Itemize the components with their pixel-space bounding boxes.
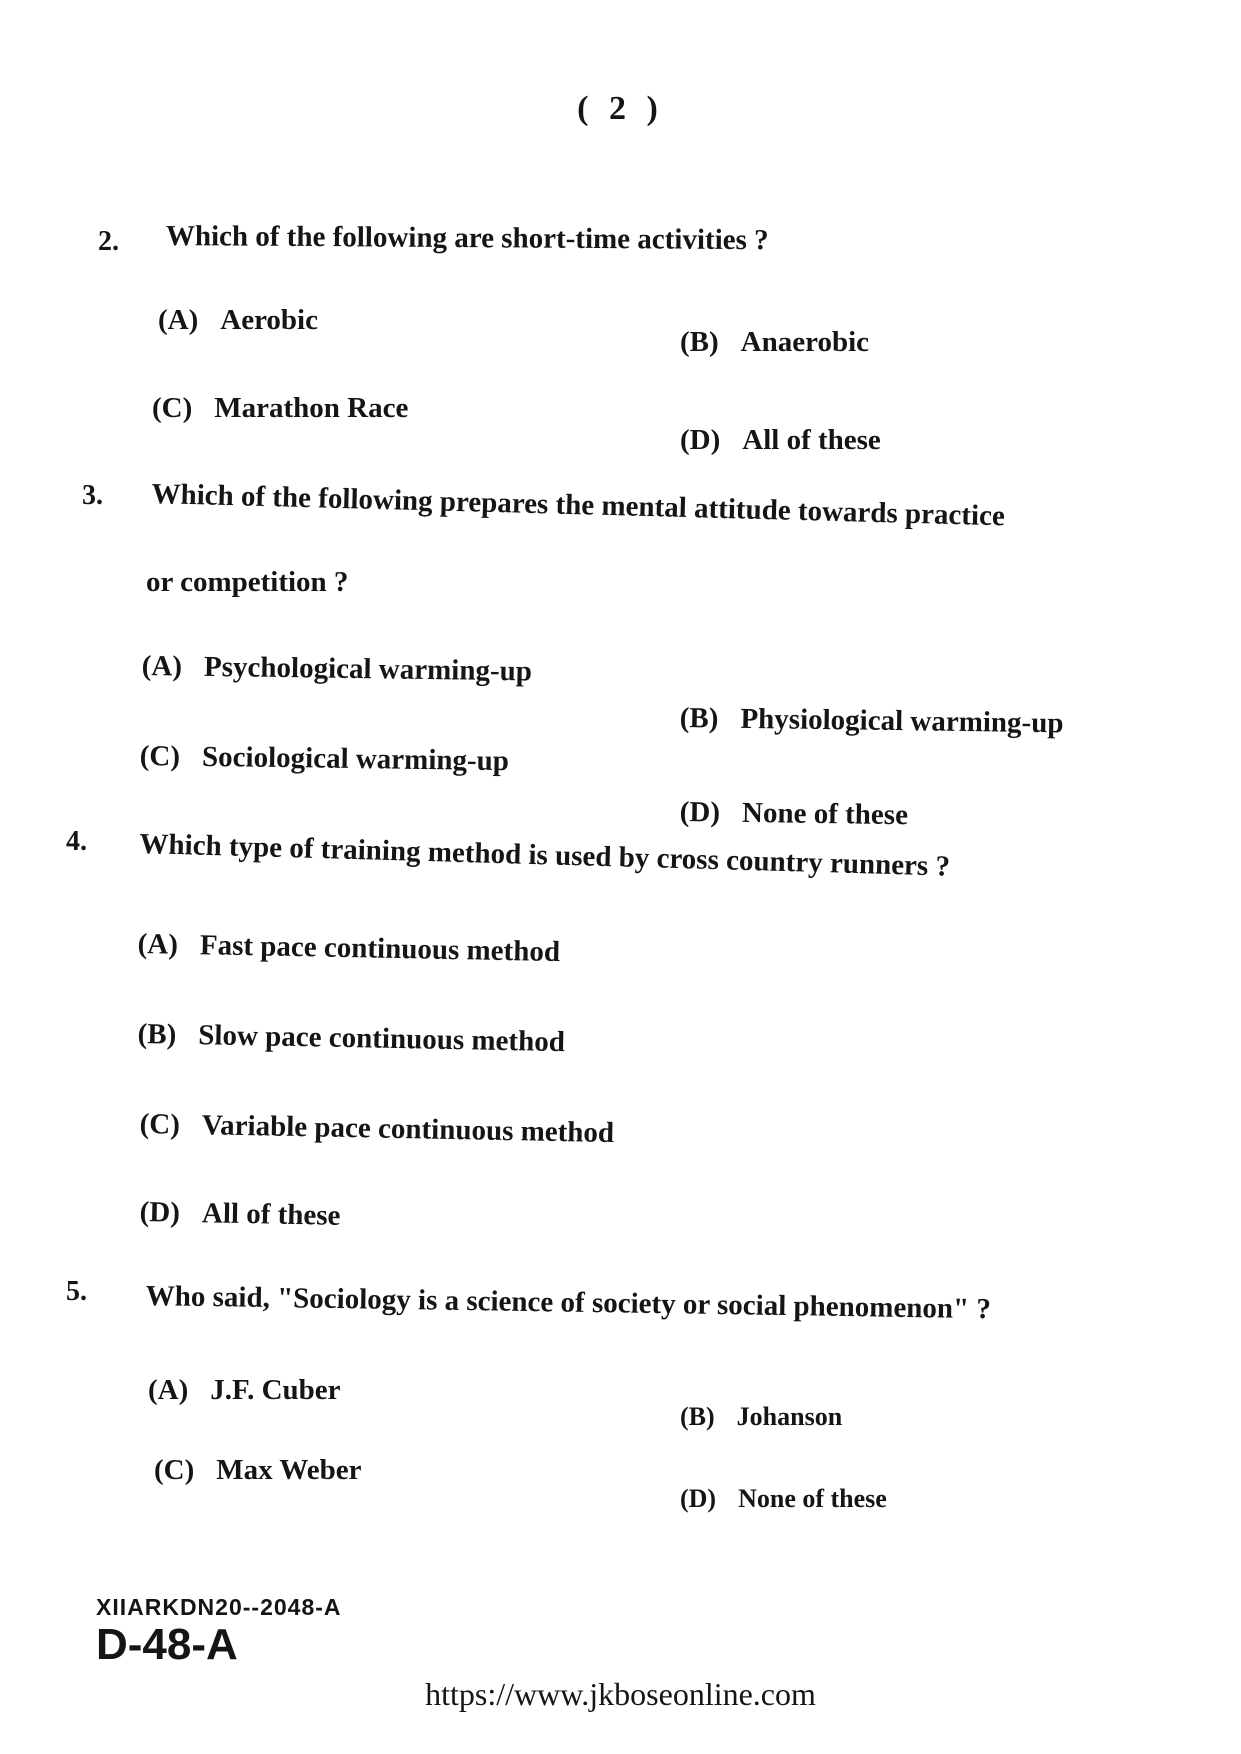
option-label: (D) xyxy=(680,1484,717,1513)
option-text: J.F. Cuber xyxy=(210,1374,341,1406)
option-a xyxy=(148,1374,341,1407)
option-text: Johanson xyxy=(736,1402,843,1431)
option-text: Max Weber xyxy=(216,1454,362,1486)
option-label: (A) xyxy=(141,650,183,683)
option-text: Marathon Race xyxy=(214,392,409,424)
question-number: 4. xyxy=(66,826,87,857)
question-text: Who said, "Sociology is a science of society or social phenomenon" ? xyxy=(145,1280,992,1326)
option-c xyxy=(140,740,510,778)
option-text: Slow pace continuous method xyxy=(198,1019,566,1059)
option-text: Variable pace continuous method xyxy=(201,1109,615,1150)
option-d xyxy=(139,1196,340,1233)
option-b xyxy=(680,1402,842,1432)
option-a xyxy=(142,650,533,688)
website-url: https://www.jkboseonline.com xyxy=(425,1676,816,1712)
question-number: 5. xyxy=(66,1276,87,1307)
option-a xyxy=(137,928,560,969)
option-b xyxy=(680,702,1064,740)
option-d xyxy=(680,796,909,832)
option-text: Aerobic xyxy=(220,304,318,336)
option-label: (D) xyxy=(139,1196,181,1229)
option-label: (C) xyxy=(154,1454,195,1486)
option-label: (B) xyxy=(680,1402,715,1431)
option-label: (B) xyxy=(137,1018,177,1051)
question-text: Which type of training method is used by cross country runners ? xyxy=(139,828,951,883)
option-text: Sociological warming-up xyxy=(201,740,510,778)
option-c xyxy=(139,1108,614,1150)
option-text: Fast pace continuous method xyxy=(199,929,561,969)
question-number: 3. xyxy=(82,480,103,511)
option-text: All of these xyxy=(742,424,881,456)
option-text: Anaerobic xyxy=(740,326,870,358)
option-c xyxy=(152,392,408,425)
option-b xyxy=(137,1018,565,1059)
question-number: 2. xyxy=(98,226,119,257)
option-text: All of these xyxy=(201,1197,341,1232)
option-label: (B) xyxy=(680,326,719,358)
option-text: Psychological warming-up xyxy=(203,650,533,688)
option-label: (C) xyxy=(152,392,193,424)
option-label: (D) xyxy=(680,424,721,456)
option-label: (A) xyxy=(137,928,179,961)
option-c xyxy=(154,1454,362,1487)
option-a xyxy=(158,304,318,337)
option-label: (A) xyxy=(148,1374,189,1406)
question-text-line-2: or competition ? xyxy=(146,566,349,598)
option-label: (D) xyxy=(679,796,721,829)
option-d xyxy=(680,1484,887,1514)
option-b xyxy=(680,326,869,359)
option-label: (A) xyxy=(158,304,199,336)
question-text: Which of the following are short-time activities ? xyxy=(165,220,769,257)
option-label: (C) xyxy=(139,1108,181,1141)
option-text: Physiological warming-up xyxy=(740,702,1064,740)
option-label: (B) xyxy=(679,702,719,735)
option-text: None of these xyxy=(738,1484,887,1513)
page-number: ( 2 ) xyxy=(577,90,664,127)
option-d xyxy=(680,424,881,457)
option-text: None of these xyxy=(741,796,909,832)
paper-id: D-48-A xyxy=(96,1620,238,1669)
question-text-line-1: Which of the following prepares the mental attitude towards practice xyxy=(151,478,1006,533)
option-label: (C) xyxy=(139,740,181,773)
paper-code: XIIARKDN20--2048-A xyxy=(96,1594,342,1620)
